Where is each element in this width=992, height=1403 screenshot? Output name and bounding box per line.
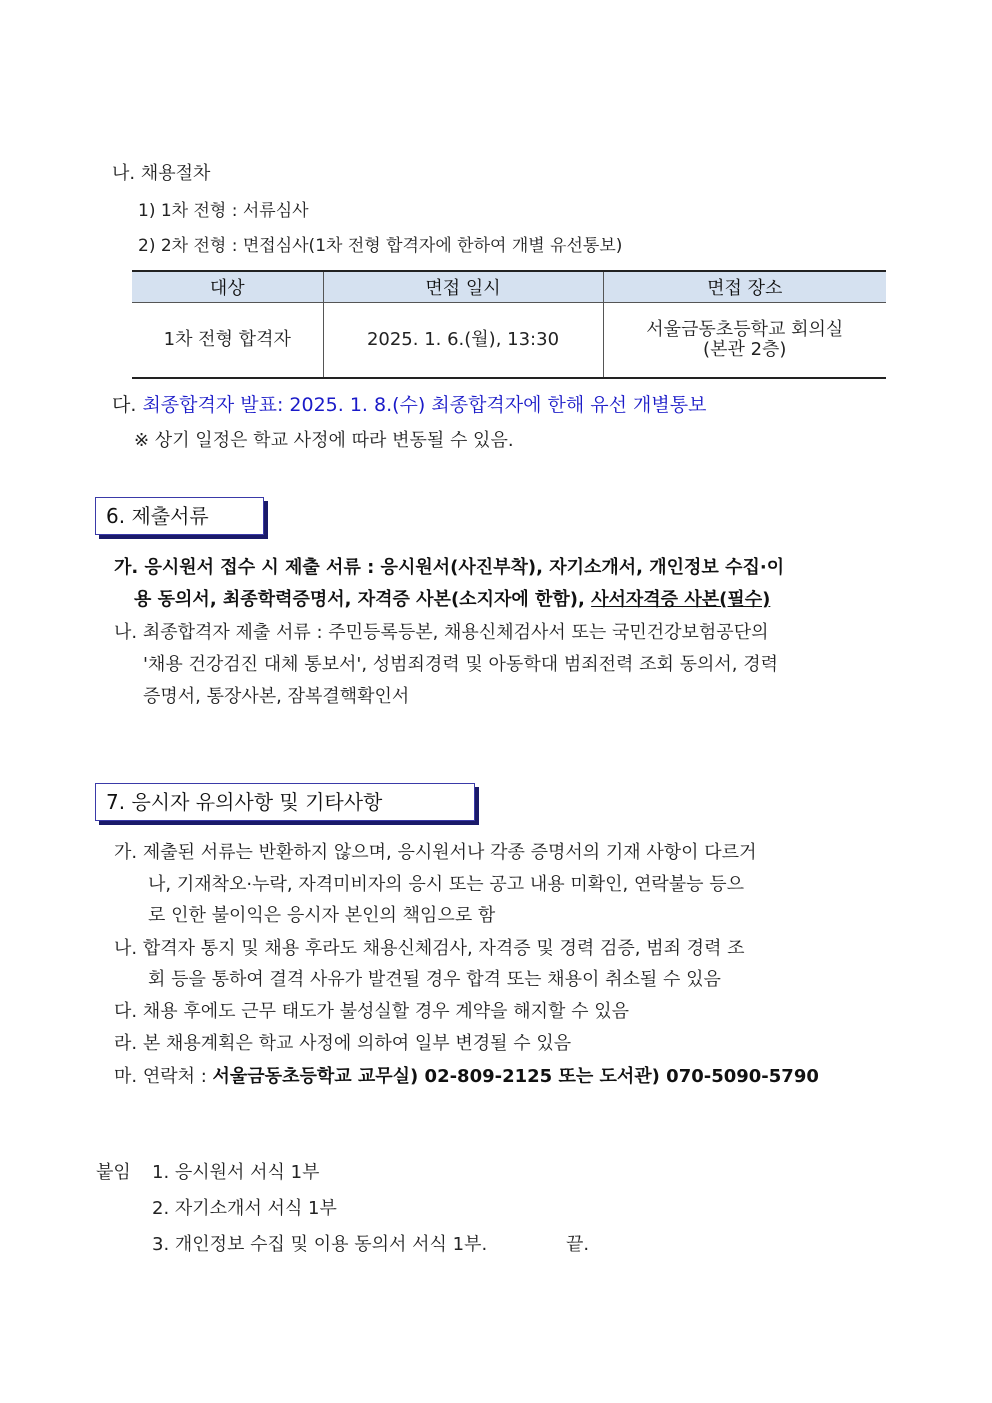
header-datetime: 면접 일시 — [323, 271, 603, 303]
contact-info: 서울금동초등학교 교무실) 02-809-2125 또는 도서관) 070-5090-5790 — [212, 1066, 819, 1087]
section-7-ma — [114, 1065, 819, 1089]
contact-prefix: 마. 연락처 : — [114, 1066, 213, 1087]
place-line-1: 서울금동초등학교 회의실 — [646, 319, 844, 340]
section-7-da: 다. 채용 후에도 근무 태도가 불성실할 경우 계약을 해지할 수 있음 — [114, 1001, 630, 1022]
place-line-2: (본관 2층) — [703, 339, 787, 360]
attachment-item-1: 1. 응시원서 서식 1부 — [152, 1162, 320, 1183]
section-6-ga-line-1: 가. 응시원서 접수 시 제출 서류 : 응시원서(사진부착), 자기소개서, 개인정보 수집·이 — [114, 557, 785, 578]
cell-datetime: 2025. 1. 6.(월), 13:30 — [323, 303, 603, 379]
final-announcement-prefix: 다. — [112, 394, 137, 416]
cell-place — [603, 303, 886, 379]
recruitment-heading: 나. 채용절차 — [112, 163, 211, 184]
end-mark: 끝. — [566, 1234, 590, 1255]
librarian-certificate-required: 사서자격증 사본(필수) — [591, 589, 771, 610]
section-7-title: 7. 응시자 유의사항 및 기타사항 — [95, 783, 475, 821]
attachment-item-3: 3. 개인정보 수집 및 이용 동의서 서식 1부. — [152, 1234, 488, 1255]
section-7-ra: 라. 본 채용계획은 학교 사정에 의하여 일부 변경될 수 있음 — [114, 1033, 572, 1054]
final-announcement-text: 최종합격자 발표: 2025. 1. 8.(수) 최종합격자에 한해 유선 개별통보 — [142, 394, 707, 416]
section-6-na-line-1: 나. 최종합격자 제출 서류 : 주민등록등본, 채용신체검사서 또는 국민건강보험공단의 — [114, 622, 769, 643]
attachment-item-2: 2. 자기소개서 서식 1부 — [152, 1198, 337, 1219]
section-7-ga-line-3: 로 인한 불이익은 응시자 본인의 책임으로 함 — [148, 905, 496, 926]
section-6-title: 6. 제출서류 — [95, 497, 264, 535]
header-target: 대상 — [132, 271, 323, 303]
section-7-ga-line-1: 가. 제출된 서류는 반환하지 않으며, 응시원서나 각종 증명서의 기재 사항이 다르거 — [114, 842, 757, 863]
section-7-ga-line-2: 나, 기재착오·누락, 자격미비자의 응시 또는 공고 내용 미확인, 연락불능 등으 — [148, 874, 745, 895]
attachments-label: 붙임 — [96, 1162, 131, 1183]
section-6-ga-line-2-plain: 용 동의서, 최종학력증명서, 자격증 사본(소지자에 한함), — [134, 589, 592, 610]
section-7-na-line-1: 나. 합격자 통지 및 채용 후라도 채용신체검사, 자격증 및 경력 검증, 범죄 경력 조 — [114, 938, 745, 959]
cell-target: 1차 전형 합격자 — [132, 303, 323, 379]
table-row — [132, 303, 886, 379]
section-7-na-line-2: 회 등을 통하여 결격 사유가 발견될 경우 합격 또는 채용이 취소될 수 있음 — [148, 969, 721, 990]
section-6-ga-line-2 — [134, 588, 770, 612]
recruitment-step-2: 2) 2차 전형 : 면접심사(1차 전형 합격자에 한하여 개별 유선통보) — [138, 236, 623, 256]
final-announcement — [112, 393, 706, 417]
schedule-note: ※ 상기 일정은 학교 사정에 따라 변동될 수 있음. — [134, 430, 514, 451]
header-place: 면접 장소 — [603, 271, 886, 303]
interview-table-header — [132, 271, 886, 303]
section-6-na-line-2: '채용 건강검진 대체 통보서', 성범죄경력 및 아동학대 범죄전력 조회 동의서, 경력 — [143, 654, 778, 675]
recruitment-step-1: 1) 1차 전형 : 서류심사 — [138, 201, 309, 221]
section-6-na-line-3: 증명서, 통장사본, 잠복결핵확인서 — [143, 686, 410, 707]
interview-table — [132, 270, 886, 379]
